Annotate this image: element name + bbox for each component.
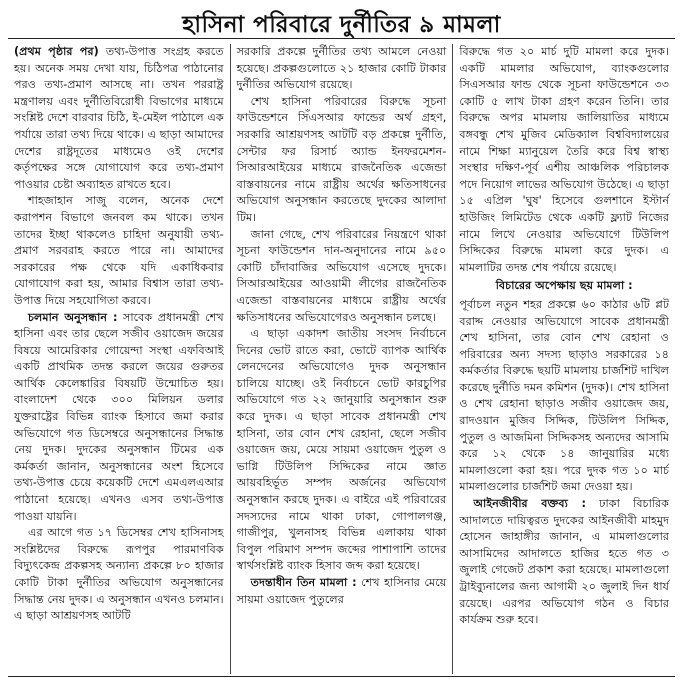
headline-rule	[8, 38, 675, 39]
continuation-marker: (প্রথম পৃষ্ঠার পর)	[14, 45, 99, 58]
article-body	[8, 44, 675, 674]
paragraph: বিরুদ্ধে গত ২০ মার্চ দুটি মামলা করে দুদক। একটি মামলার অভিযোগ, ব্যাংকগুলোর সিএসআর ফান্ড থেকে সূচনা ফাউন্ডেশনে ৩৩ কোটি ৫ লাখ টাকা গ্রহণ করেন তিনি। তার বিরুদ্ধে অপর মামলায় জালিয়াতির মাধ্যমে বঙ্গবন্ধু শেখ মুজিব মেডিক্যাল বিশ্ববিদ্যালয়ের নামে শিক্ষা ম্যানুয়েল তৈরি করে বিশ্ব স্বাস্থ্য সংস্থার দক্ষিণ-পূর্ব এশীয় আঞ্চলিক পরিচালক পদে নিয়োগ লাভের অভিযোগ উঠেছে। এ ছাড়া ১৫ এপ্রিল 'ঘুষ' হিসেবে গুলশানে ইস্টার্ন হাউজিং লিমিটেড থেকে একটি ফ্ল্যাট নিজের নামে লিখে নেওয়ার অভিযোগে টিউলিপ সিদ্দিকের বিরুদ্ধে মামলা করে দুদক। এ মামলাটির তদন্ত শেষ পর্যায়ে রয়েছে।	[459, 45, 670, 274]
paragraph-text: শেখ হাসিনার মেয়ে সায়মা ওয়াজেদ পুতুলের	[236, 576, 447, 606]
paragraph-text: ঢাকা বিচারিক আদালতে দায়িত্বরত দুদকের আইনজীবী মাহমুদ হোসেন জাহাঙ্গীর জানান, এ মামলাগুলোর আসামিদের আদালতে হাজির হতে গত ৩ জুলাই গেজেট প্রকাশ করা হয়েছে। মামলাগুলো ট্রাইব্যুনালের জন্য আগামী ২০ জুলাই দিন ধার্য রয়েছে। এরপর অভিযোগ গঠন ও বিচার কার্যক্রম শুরু হবে।	[459, 497, 670, 627]
column-2	[230, 44, 453, 674]
subheading: বিচারের অপেক্ষায় ছয় মামলা :	[495, 279, 633, 293]
paragraph	[14, 310, 224, 526]
subheading: চলমান অনুসন্ধান :	[28, 310, 118, 324]
paragraph: সরকারি প্রকল্পে দুর্নীতির তথ্য আমলে নেওয়া হয়েছে। প্রকল্পগুলোতে ২১ হাজার কোটি টাকার দুর্নীতির অভিযোগ রয়েছে।	[236, 45, 447, 92]
paragraph: এ ছাড়া একাদশ জাতীয় সংসদ নির্বাচনে দিনের ভোট রাতে করা, ভোটে ব্যাপক আর্থিক লেনদেনের অভিযোগেও দুদক অনুসন্ধান চালিয়ে যাচ্ছে। ওই নির্বাচনে ভোট কারচুপির অভিযোগে গত ২২ জানুয়ারি অনুসন্ধান শুরু করে দুদক। এ ছাড়া সাবেক প্রধানমন্ত্রী শেখ হাসিনা, তার বোন শেখ রেহানা, ছেলে সজীব ওয়াজেদ জয়, মেয়ে সায়মা ওয়াজেদ পুতুল ও ভাগ্নি টিউলিপ সিদ্দিকের নামে জ্ঞাত আয়বহির্ভূত সম্পদ অর্জনের অভিযোগ অনুসন্ধান করছে দুদক। এ বাইরে এই পরিবারের সদস্যদের নামে থাকা ঢাকা, গোপালগঞ্জ, গাজীপুর, খুলনাসহ বিভিন্ন এলাকায় থাকা বিপুল পরিমাণ সম্পদ জব্দের পাশাপাশি তাদের স্বার্থসংশ্লিষ্ট ব্যাংক হিসাব জব্দ করা হয়েছে।	[236, 327, 447, 573]
bottom-rule	[8, 676, 675, 677]
paragraph-text: সাবেক প্রধানমন্ত্রী শেখ হাসিনা এবং তার ছেলে সজীব ওয়াজেদ জয়ের বিষয়ে আমেরিকার গোয়েন্দা সংস্থা এফবিআই একটি প্রাথমিক তদন্ত করলে জয়ের গুরুতর আর্থিক কেলেঙ্কারির বিষয়টি উন্মোচিত হয়। বাংলাদেশ থেকে ৩০০ মিলিয়ন ডলার যুক্তরাষ্ট্রের বিভিন্ন ব্যাংক হিসাবে জমা করার অভিযোগে গত ডিসেম্বরে অনুসন্ধানের সিদ্ধান্ত নেয় দুদক। দুদকের অনুসন্ধান টিমের এক কর্মকর্তা জানান, অনুসন্ধানের অংশ হিসেবে তথ্য-উপাত্ত চেয়ে কয়েকটি দেশে এমএলএআর পাঠানো হয়েছে। এখনও এসব তথ্য-উপাত্ত পাওয়া যায়নি।	[14, 310, 224, 523]
column-3	[452, 44, 675, 674]
paragraph: এর আগে গত ১৭ ডিসেম্বর শেখ হাসিনাসহ সংশ্লিষ্টদের বিরুদ্ধে রূপপুর পারমাণবিক বিদ্যুৎকেন্দ্র প্রকল্পসহ অন্যান্য প্রকল্পে ৮০ হাজার কোটি টাকা দুর্নীতির অভিযোগ অনুসন্ধানের সিদ্ধান্ত নেয় দুদক। এ অনুসন্ধান এখনও চলমান। এ ছাড়া আশ্রয়ণসহ আটটি	[14, 526, 224, 623]
paragraph: জানা গেছে, শেখ পরিবারের নিয়ন্ত্রণে থাকা সূচনা ফাউন্ডেশন দান-অনুদানের নামে ৯৫০ কোটি চাঁদাবাজির অভিযোগ এসেছে দুদকে। সিআরআইয়ের আওয়ামী লীগের রাজনৈতিক এজেন্ডা বাস্তবায়নের মাধ্যমে রাষ্ট্রীয় অর্থের ক্ষতিসাধনের অভিযোগেরও অনুসন্ধান চলছে।	[236, 227, 447, 324]
paragraph: শাহজাহান সাজু বলেন, অনেক দেশে করাপশন বিভাগে জনবল কম থাকে। তখন তাদের ইচ্ছা থাকলেও চাহিদা অনুযায়ী তথ্য-প্রমাণ সরবরাহ করতে পারে না। আমাদের সরকারের পক্ষ থেকে যদি একাধিকবার যোগাযোগ করা হয়, আমার বিশ্বাস তারা তথ্য-উপাত্ত দিয়ে সহযোগিতা করবে।	[14, 194, 224, 307]
paragraph: পূর্বাচল নতুন শহর প্রকল্পে ৬০ কাঠার ৬টি প্লট বরাদ্দ নেওয়ার অভিযোগে সাবেক প্রধানমন্ত্রী শেখ হাসিনা, তার বোন শেখ রেহানা ও পরিবারের অন্য সদস্য ছাড়াও সরকারের ১৪ কর্মকর্তার বিরুদ্ধে ছয়টি মামলায় চার্জশিট দাখিল করেছে দুর্নীতি দমন কমিশন (দুদক)। শেখ হাসিনা ও শেখ রেহানা ছাড়াও সজীব ওয়াজেদ জয়, রাদওয়ান মুজিব সিদ্দিক, টিউলিপ সিদ্দিক, পুতুল ও আজমিনা সিদ্দিকসহ অন্যদের আসামি করে ১২ থেকে ১৪ জানুয়ারির মধ্যে মামলাগুলো করা হয়। পরে দুদক গত ১০ মার্চ মামলাগুলোর চার্জশিট জমা দেওয়া হয়।	[459, 297, 670, 494]
paragraph	[459, 496, 669, 629]
paragraph	[14, 44, 224, 193]
column-1	[8, 44, 230, 674]
subheading: তদন্তাধীন তিন মামলা :	[250, 576, 357, 589]
paragraph: শেখ হাসিনা পরিবারের বিরুদ্ধে সূচনা ফাউন্ডেশনে সিঁএসআর ফান্ডের অর্থ গ্রহণ, সরকারি আশ্রয়ণসহ আটটি বড় প্রকল্পে দুর্নীতি, সেন্টার ফর রিসার্চ অ্যান্ড ইনফরমেশন- সিআরআইয়ের মাধ্যমে রাজনৈতিক এজেন্ডা বাস্তবায়নের নামে রাষ্ট্রীয় অর্থের ক্ষতিসাধনের অভিযোগ অনুসন্ধান করতেছে দুদকের আলাদা টিম।	[236, 94, 447, 224]
paragraph	[237, 575, 447, 608]
paragraph-text: তথ্য-উপাত্ত সংগ্রহ করতে হয়। অনেক সময় দেখা যায়, চিঠিপত্র পাঠানোর পরও তথ্য-প্রমাণ আসছে না। তখন পররাষ্ট্র মন্ত্রণালয় এবং দুর্নীতিবিরোধী বিভাগের মাধ্যমে সংশ্লিষ্ট দেশে বারবার চিঠি, ই-মেইল পাঠালে এক পর্যায়ে তারা তথ্য দিয়ে থাকে। এ ছাড়া আমাদের দেশের রাষ্ট্রদূতের মাধ্যমেও ওই দেশের কর্তৃপক্ষের সঙ্গে যোগাযোগ করে তথ্য-প্রমাণ পাওয়ার চেষ্টা অব্যাহত রাখতে হবে।	[14, 45, 224, 191]
headline: হাসিনা পরিবারে দুর্নীতির ৯ মামলা	[182, 12, 501, 38]
subheading: আইনজীবীর বক্তব্য :	[473, 497, 586, 511]
